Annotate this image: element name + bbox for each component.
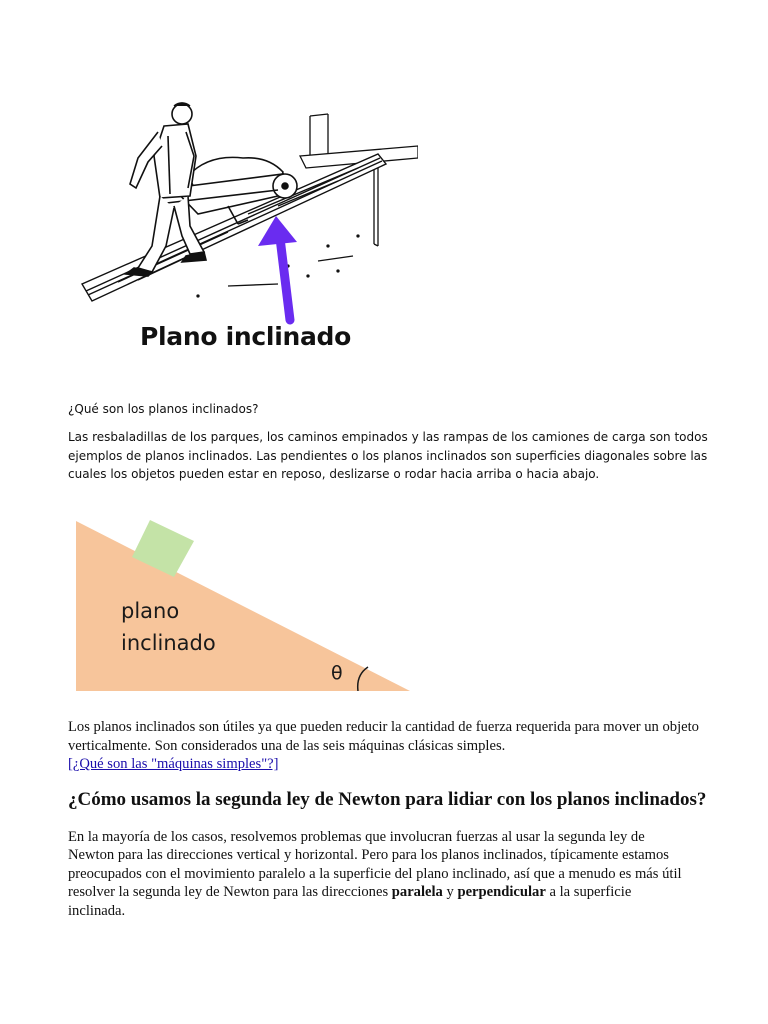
simple-machines-link[interactable]: [¿Qué son las "máquinas simples"?] [68,756,279,772]
illustration-caption: Plano inclinado [140,322,352,351]
newton-text-mid: y [442,884,458,901]
intro-paragraph: Las resbaladillas de los parques, los caminos empinados y las rampas de los camiones de carga son todos ejemplos de planos inclinados. Las pendientes o los planos inclinados son superficies diagonales sobre las cuales los objetos pueden estar en reposo, deslizarse o rodar hacia arriba o hacia abajo. [68,430,708,481]
diagram-label [121,595,216,659]
usefulness-paragraph [68,718,708,774]
angle-symbol: θ [331,662,343,684]
usefulness-text: Los planos inclinados son útiles ya que pueden reducir la cantidad de fuerza requerida para mover un objeto verticalmente. Son considerados una de las seis máquinas clásicas simples. [68,719,699,754]
diagram-label-line2: inclinado [121,631,216,655]
newton-heading: ¿Cómo usamos la segunda ley de Newton para lidiar con los planos inclinados? [68,789,707,810]
pointer-arrow [258,216,297,320]
newton-text-before: En la mayoría de los casos, resolvemos problemas que involucran fuerzas al usar la segunda ley de Newton para las direcciones vertical y horizontal. Pero para los planos inclinados, típicamente estamos preocupados con el movimiento paralelo a la superficie del plano inclinado, así que a menudo es más útil resolver la segunda ley de Newton para las direcciones [68,829,682,901]
bold-parallel: paralela [391,884,443,901]
diagram-label-line1: plano [121,599,180,623]
newton-text-after: a la superficie inclinada. [68,884,632,919]
section-question: ¿Qué son los planos inclinados? [68,402,259,416]
newton-paragraph [68,828,686,920]
bold-perpendicular: perpendicular [457,884,546,901]
